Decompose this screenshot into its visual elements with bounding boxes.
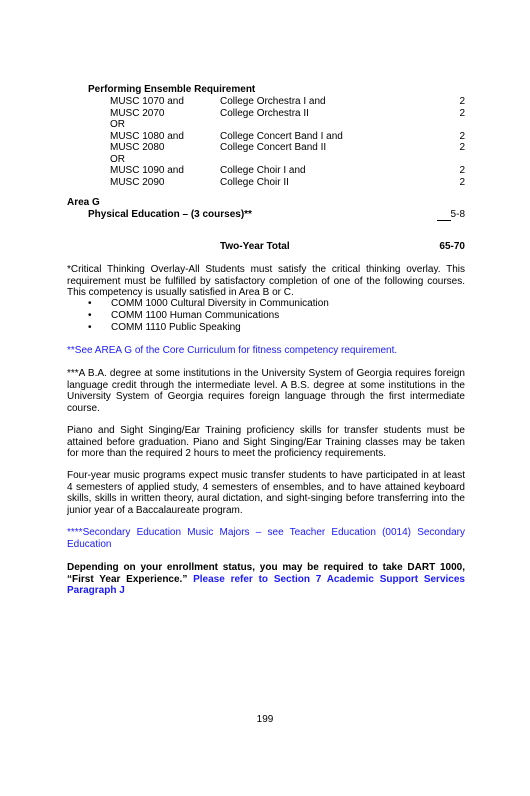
four-year-program-note: Four-year music programs expect music transfer students to have participated in at least 4 semesters of applied study, 4 semesters of ensembles, and to have attained keyboard skills, skills in written theory, aural dictation, and sight-singing before transferring into the junior year of a Baccalaureate program.	[67, 470, 465, 516]
physical-education-credits	[437, 209, 465, 221]
ensemble-row	[110, 108, 465, 120]
critical-thinking-paragraph: *Critical Thinking Overlay-All Students must satisfy the critical thinking overlay. This requirement must be fulfilled by satisfactory completion of one of the following courses. This competency is usually satisfied in Area B or C.	[67, 264, 465, 298]
course-credits: 2	[459, 165, 465, 176]
page-number: 199	[256, 714, 274, 725]
course-code: MUSC 1090 and	[110, 165, 184, 176]
course-code: MUSC 2080	[110, 142, 165, 153]
physical-education-row	[88, 209, 465, 221]
bullet-icon: •	[88, 322, 92, 333]
physical-education-label: Physical Education – (3 courses)**	[88, 209, 252, 220]
ensemble-table	[110, 96, 465, 188]
physical-education-credit-value: 5-8	[450, 209, 465, 220]
secondary-education-note-link[interactable]: ****Secondary Education Music Majors – see Teacher Education (0014) Secondary Education	[67, 527, 465, 550]
course-code: MUSC 2070	[110, 107, 165, 119]
ensemble-row	[110, 119, 465, 131]
dart-1000-note	[67, 562, 465, 597]
course-name: College Orchestra I and	[220, 96, 326, 107]
course-credits: 2	[459, 96, 465, 107]
course-credits: 2	[459, 142, 465, 153]
course-credits: 2	[459, 176, 465, 188]
ensemble-row	[110, 165, 465, 177]
course-credits: 2	[459, 107, 465, 119]
course-credits: 2	[459, 130, 465, 142]
course-code: MUSC 1080 and	[110, 130, 184, 142]
course-name: College Choir II	[220, 176, 289, 188]
credit-underline	[437, 210, 451, 221]
two-year-total-value: 65-70	[439, 241, 465, 252]
course-name: College Concert Band II	[220, 142, 327, 153]
bullet-icon: •	[88, 310, 92, 321]
course-name: College Choir I and	[220, 165, 306, 176]
ensemble-row	[110, 131, 465, 143]
two-year-total-label: Two-Year Total	[220, 241, 290, 252]
course-name: College Concert Band I and	[220, 130, 343, 142]
ensemble-heading: Performing Ensemble Requirement	[88, 84, 256, 95]
course-item-label: COMM 1000 Cultural Diversity in Communication	[111, 298, 329, 309]
section-7-link[interactable]: Please refer to Section 7 Academic Support Services Paragraph J	[67, 573, 465, 596]
fitness-note-link[interactable]: **See AREA G of the Core Curriculum for fitness competency requirement.	[67, 345, 398, 356]
course-item-label: COMM 1110 Public Speaking	[111, 322, 241, 333]
course-item-label: COMM 1100 Human Communications	[111, 310, 280, 321]
area-g-heading: Area G	[67, 197, 100, 208]
foreign-language-note: ***A B.A. degree at some institutions in the University System of Georgia requires foreign language credit through the intermediate level. A B.S. degree at some institutions in the University System of Georgia requires foreign language through the first intermediate course.	[67, 368, 465, 414]
piano-proficiency-note: Piano and Sight Singing/Ear Training proficiency skills for transfer students must be attained before graduation. Piano and Sight Singing/Ear Training classes may be taken for more than the required 2 hours to meet the proficiency requirements.	[67, 425, 465, 459]
course-code: MUSC 1070 and	[110, 96, 184, 107]
ensemble-row	[110, 154, 465, 166]
course-code: OR	[110, 153, 125, 165]
dart-1000-text: Depending on your enrollment status, you may be required to take DART 1000, “First Year Experience.”	[67, 562, 465, 585]
course-code: MUSC 2090	[110, 176, 165, 188]
ensemble-row	[110, 96, 465, 108]
course-name: College Orchestra II	[220, 107, 309, 119]
ensemble-row	[110, 142, 465, 154]
ensemble-row	[110, 177, 465, 189]
bullet-icon: •	[88, 298, 92, 309]
course-code: OR	[110, 119, 125, 130]
